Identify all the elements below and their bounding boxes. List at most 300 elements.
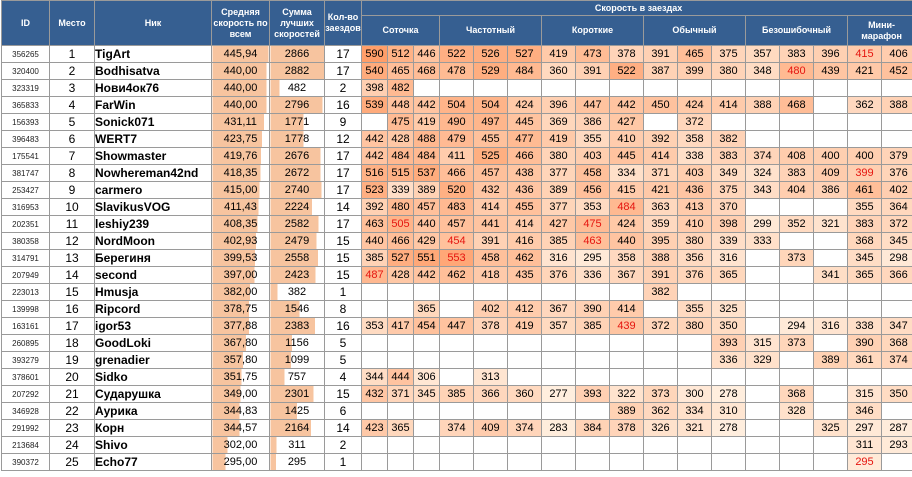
group-header-chastotny: Частотный (440, 16, 542, 46)
speed-cell: 447 (576, 97, 610, 114)
player-id: 253427 (2, 182, 50, 199)
speed-cell: 364 (882, 199, 912, 216)
best-speeds-sum: 2301 (270, 386, 325, 403)
speed-cell: 361 (848, 352, 882, 369)
speed-cell: 375 (712, 46, 746, 63)
races-count: 15 (325, 250, 362, 267)
average-speed: 418,35 (212, 165, 270, 182)
speed-cell: 419 (508, 318, 542, 335)
speed-cell: 414 (610, 301, 644, 318)
speed-cell (780, 131, 814, 148)
table-row (2, 216, 912, 233)
speed-cell: 298 (882, 250, 912, 267)
speed-cell: 395 (644, 233, 678, 250)
speed-cell (362, 454, 388, 471)
speed-cell: 391 (576, 63, 610, 80)
speed-cell: 413 (678, 199, 712, 216)
player-place: 8 (50, 165, 95, 182)
speed-cell: 380 (678, 233, 712, 250)
speed-cell: 440 (414, 216, 440, 233)
player-nick: Сударушка (95, 386, 212, 403)
best-speeds-sum: 1546 (270, 301, 325, 318)
speed-cell (746, 267, 780, 284)
speed-cell (814, 301, 848, 318)
speed-cell (644, 114, 678, 131)
speed-cell: 396 (814, 46, 848, 63)
speed-cell: 372 (644, 318, 678, 335)
speed-cell: 418 (474, 267, 508, 284)
speed-cell: 483 (440, 199, 474, 216)
player-place: 18 (50, 335, 95, 352)
player-nick: Sonick071 (95, 114, 212, 131)
speed-cell: 369 (542, 114, 576, 131)
speed-cell (848, 369, 882, 386)
speed-cell: 350 (712, 318, 746, 335)
speed-cell: 378 (610, 420, 644, 437)
player-id: 207292 (2, 386, 50, 403)
group-header-sotochka: Соточка (362, 16, 440, 46)
speed-cell: 373 (780, 335, 814, 352)
speed-cell: 387 (644, 63, 678, 80)
speed-cell: 432 (362, 386, 388, 403)
speed-cell: 480 (780, 63, 814, 80)
speed-cell: 283 (542, 420, 576, 437)
player-nick: Корн (95, 420, 212, 437)
speed-cell: 278 (712, 386, 746, 403)
speed-cell: 396 (542, 97, 576, 114)
best-speeds-sum: 2740 (270, 182, 325, 199)
speed-cell (576, 335, 610, 352)
average-speed: 431,11 (212, 114, 270, 131)
speed-cell (780, 301, 814, 318)
speed-cell: 424 (610, 216, 644, 233)
speed-cell (576, 284, 610, 301)
best-speeds-sum: 311 (270, 437, 325, 454)
table-row (2, 148, 912, 165)
speed-cell (474, 403, 508, 420)
speed-cell: 455 (474, 131, 508, 148)
table-row (2, 131, 912, 148)
speed-cell: 488 (414, 131, 440, 148)
speed-cell: 353 (576, 199, 610, 216)
player-id: 393279 (2, 352, 50, 369)
speed-cell (610, 454, 644, 471)
speed-cell: 442 (362, 148, 388, 165)
speed-cell (474, 80, 508, 97)
player-place: 21 (50, 386, 95, 403)
speed-cell: 409 (814, 165, 848, 182)
speed-cell: 385 (542, 233, 576, 250)
player-place: 4 (50, 97, 95, 114)
average-speed: 415,00 (212, 182, 270, 199)
group-header-mini-marathon: Мини-марафон (848, 16, 912, 46)
speed-cell: 411 (440, 148, 474, 165)
speed-cell: 414 (508, 216, 542, 233)
player-nick: Bodhisatva (95, 63, 212, 80)
speed-cell: 419 (414, 114, 440, 131)
player-place: 25 (50, 454, 95, 471)
speed-cell: 315 (746, 335, 780, 352)
speed-cell: 385 (576, 318, 610, 335)
speed-cell (414, 403, 440, 420)
speed-cell: 388 (644, 250, 678, 267)
col-place-header: Место (50, 1, 95, 46)
speed-cell: 490 (440, 114, 474, 131)
speed-cell: 416 (508, 233, 542, 250)
speed-cell: 512 (388, 46, 414, 63)
player-place: 10 (50, 199, 95, 216)
speed-cell: 436 (678, 182, 712, 199)
speed-cell: 421 (848, 63, 882, 80)
average-speed: 378,75 (212, 301, 270, 318)
average-speed: 367,80 (212, 335, 270, 352)
speed-cell: 336 (576, 267, 610, 284)
player-place: 22 (50, 403, 95, 420)
speed-cell: 392 (362, 199, 388, 216)
speed-cell (508, 437, 542, 454)
speed-cell: 371 (644, 165, 678, 182)
speed-cell: 385 (362, 250, 388, 267)
speed-cell: 346 (848, 403, 882, 420)
speed-cell (644, 301, 678, 318)
speed-cell (780, 369, 814, 386)
best-speeds-sum: 1771 (270, 114, 325, 131)
player-id: 139998 (2, 301, 50, 318)
speed-cell (508, 403, 542, 420)
speed-cell: 366 (882, 267, 912, 284)
player-nick: leshiy239 (95, 216, 212, 233)
races-count: 17 (325, 46, 362, 63)
speed-cell: 383 (780, 46, 814, 63)
speed-cell: 415 (610, 182, 644, 199)
player-nick: WERT7 (95, 131, 212, 148)
speed-cell: 370 (712, 199, 746, 216)
speed-cell (814, 114, 848, 131)
player-place: 13 (50, 250, 95, 267)
speed-cell: 465 (678, 46, 712, 63)
races-count: 9 (325, 114, 362, 131)
speed-cell (414, 284, 440, 301)
speed-cell: 442 (414, 267, 440, 284)
results-table (1, 0, 912, 471)
speed-cell: 424 (508, 97, 542, 114)
speed-cell: 324 (746, 165, 780, 182)
speed-cell: 435 (508, 267, 542, 284)
table-row (2, 369, 912, 386)
speed-cell: 295 (576, 250, 610, 267)
races-count: 15 (325, 267, 362, 284)
speed-cell (474, 284, 508, 301)
player-id: 156393 (2, 114, 50, 131)
speed-cell (882, 284, 912, 301)
player-id: 223013 (2, 284, 50, 301)
speed-cell (440, 80, 474, 97)
speed-cell (746, 199, 780, 216)
player-place: 3 (50, 80, 95, 97)
speed-cell: 384 (576, 420, 610, 437)
speed-cell (508, 80, 542, 97)
speed-cell (508, 352, 542, 369)
table-row (2, 420, 912, 437)
speed-cell (746, 131, 780, 148)
speed-cell (780, 233, 814, 250)
speed-cell (882, 369, 912, 386)
best-speeds-sum: 2423 (270, 267, 325, 284)
speed-cell: 382 (712, 131, 746, 148)
speed-cell: 389 (414, 182, 440, 199)
speed-cell (440, 301, 474, 318)
best-speeds-sum: 1778 (270, 131, 325, 148)
player-nick: Ripcord (95, 301, 212, 318)
player-place: 6 (50, 131, 95, 148)
table-row (2, 386, 912, 403)
table-row (2, 114, 912, 131)
speed-cell: 403 (576, 148, 610, 165)
best-speeds-sum: 2866 (270, 46, 325, 63)
player-nick: Echo77 (95, 454, 212, 471)
speed-cell: 527 (508, 46, 542, 63)
speed-cell: 367 (542, 301, 576, 318)
best-speeds-sum: 295 (270, 454, 325, 471)
speed-cell: 468 (414, 63, 440, 80)
speed-cell: 294 (780, 318, 814, 335)
speed-cell (678, 454, 712, 471)
speed-cell: 440 (610, 233, 644, 250)
speed-cell: 315 (848, 386, 882, 403)
speed-cell (848, 80, 882, 97)
speed-cell: 428 (388, 267, 414, 284)
speed-cell (678, 80, 712, 97)
speed-cell: 368 (780, 386, 814, 403)
races-count: 2 (325, 437, 362, 454)
speed-cell: 375 (712, 182, 746, 199)
speed-cell (610, 80, 644, 97)
speed-cell (388, 335, 414, 352)
speed-cell: 523 (362, 182, 388, 199)
speed-cell (388, 352, 414, 369)
speed-cell: 421 (644, 182, 678, 199)
speed-cell (542, 369, 576, 386)
player-place: 14 (50, 267, 95, 284)
speed-cell (474, 352, 508, 369)
speed-cell: 551 (414, 250, 440, 267)
speed-cell: 522 (440, 46, 474, 63)
speed-cell: 390 (576, 301, 610, 318)
average-speed: 411,43 (212, 199, 270, 216)
player-id: 320400 (2, 63, 50, 80)
speed-cell: 457 (474, 165, 508, 182)
races-count: 12 (325, 131, 362, 148)
speed-cell (814, 386, 848, 403)
speed-cell: 440 (362, 233, 388, 250)
speed-cell: 365 (848, 267, 882, 284)
speed-cell: 338 (848, 318, 882, 335)
speed-cell: 527 (388, 250, 414, 267)
table-row (2, 318, 912, 335)
player-id: 390372 (2, 454, 50, 471)
player-nick: SlavikusVOG (95, 199, 212, 216)
speed-cell: 277 (542, 386, 576, 403)
speed-cell (814, 335, 848, 352)
races-count: 4 (325, 369, 362, 386)
races-count: 17 (325, 182, 362, 199)
speed-cell (542, 352, 576, 369)
table-row (2, 233, 912, 250)
speed-cell: 436 (508, 182, 542, 199)
player-nick: carmero (95, 182, 212, 199)
table-row (2, 335, 912, 352)
speed-cell: 419 (542, 46, 576, 63)
speed-cell: 403 (678, 165, 712, 182)
speed-cell: 529 (474, 63, 508, 80)
player-id: 207949 (2, 267, 50, 284)
player-id: 356265 (2, 46, 50, 63)
speed-cell: 392 (644, 131, 678, 148)
speed-cell: 406 (882, 46, 912, 63)
player-nick: Берегиня (95, 250, 212, 267)
speed-cell: 344 (362, 369, 388, 386)
player-id: 378601 (2, 369, 50, 386)
speed-cell: 386 (576, 114, 610, 131)
speed-cell: 515 (388, 165, 414, 182)
average-speed: 399,53 (212, 250, 270, 267)
speed-cell (746, 114, 780, 131)
player-nick: Shivo (95, 437, 212, 454)
speed-cell: 479 (440, 131, 474, 148)
speed-cell (848, 114, 882, 131)
speed-cell: 475 (576, 216, 610, 233)
speed-cell: 389 (814, 352, 848, 369)
player-id: 260895 (2, 335, 50, 352)
best-speeds-sum: 2224 (270, 199, 325, 216)
player-nick: Nowhereman42nd (95, 165, 212, 182)
speed-cell (746, 80, 780, 97)
speed-cell: 350 (882, 386, 912, 403)
speed-cell (814, 97, 848, 114)
player-place: 7 (50, 148, 95, 165)
speed-cell (746, 454, 780, 471)
group-header-bezoshibochny: Безошибочный (746, 16, 848, 46)
table-row (2, 97, 912, 114)
speed-cell: 379 (882, 148, 912, 165)
speed-cell (746, 403, 780, 420)
player-place: 15 (50, 284, 95, 301)
player-place: 19 (50, 352, 95, 369)
speed-cell: 348 (746, 63, 780, 80)
speed-cell: 441 (474, 216, 508, 233)
speed-cell: 553 (440, 250, 474, 267)
speed-cell (814, 437, 848, 454)
speed-cell: 316 (712, 250, 746, 267)
speed-cell: 415 (848, 46, 882, 63)
table-row (2, 301, 912, 318)
player-id: 213684 (2, 437, 50, 454)
speed-cell (542, 335, 576, 352)
speed-cell (644, 352, 678, 369)
speed-cell: 457 (414, 199, 440, 216)
speed-cell (814, 250, 848, 267)
speed-cell: 448 (388, 97, 414, 114)
speed-cell: 484 (508, 63, 542, 80)
speed-cell: 278 (712, 420, 746, 437)
player-place: 5 (50, 114, 95, 131)
speed-cell: 389 (542, 182, 576, 199)
speed-cell: 417 (388, 318, 414, 335)
speed-cell: 383 (780, 165, 814, 182)
speed-cell: 463 (362, 216, 388, 233)
speed-cell: 400 (814, 148, 848, 165)
speed-cell: 461 (848, 182, 882, 199)
speed-cell (882, 131, 912, 148)
speed-cell (746, 284, 780, 301)
speed-cell: 429 (414, 233, 440, 250)
speed-cell: 388 (882, 97, 912, 114)
speed-cell: 466 (508, 148, 542, 165)
speed-cell: 345 (882, 233, 912, 250)
speed-cell: 382 (644, 284, 678, 301)
speed-cell: 352 (780, 216, 814, 233)
speed-cell (610, 284, 644, 301)
races-count: 17 (325, 216, 362, 233)
speed-cell: 439 (610, 318, 644, 335)
speed-cell (542, 403, 576, 420)
speed-cell (644, 80, 678, 97)
speed-cell: 400 (848, 148, 882, 165)
speed-cell: 368 (848, 233, 882, 250)
best-speeds-sum: 1099 (270, 352, 325, 369)
player-id: 316953 (2, 199, 50, 216)
group-header-obychny: Обычный (644, 16, 746, 46)
races-count: 1 (325, 284, 362, 301)
speed-cell (474, 335, 508, 352)
speed-cell (814, 369, 848, 386)
speed-cell: 333 (746, 233, 780, 250)
speed-cell: 363 (644, 199, 678, 216)
speed-cell (712, 114, 746, 131)
speed-cell: 336 (712, 352, 746, 369)
speed-cell: 398 (362, 80, 388, 97)
speed-cell: 402 (474, 301, 508, 318)
speed-cell (712, 369, 746, 386)
best-speeds-sum: 1425 (270, 403, 325, 420)
speed-cell (814, 403, 848, 420)
speed-cell (576, 352, 610, 369)
speed-cell: 360 (508, 386, 542, 403)
speed-cell (610, 369, 644, 386)
speed-cell: 380 (678, 318, 712, 335)
speed-cell: 482 (388, 80, 414, 97)
speed-cell (780, 454, 814, 471)
speed-cell (542, 437, 576, 454)
player-nick: FarWin (95, 97, 212, 114)
player-id: 314791 (2, 250, 50, 267)
speed-cell: 399 (678, 63, 712, 80)
average-speed: 351,75 (212, 369, 270, 386)
speed-cell: 399 (848, 165, 882, 182)
speed-cell: 427 (610, 114, 644, 131)
speed-cell: 362 (644, 403, 678, 420)
speed-cell (882, 403, 912, 420)
speed-cell (746, 301, 780, 318)
average-speed: 295,00 (212, 454, 270, 471)
speed-cell: 339 (388, 182, 414, 199)
speed-cell: 322 (610, 386, 644, 403)
player-id: 380358 (2, 233, 50, 250)
speed-cell: 526 (474, 46, 508, 63)
speed-cell (780, 437, 814, 454)
results-table-body (2, 46, 912, 471)
average-speed: 382,00 (212, 284, 270, 301)
